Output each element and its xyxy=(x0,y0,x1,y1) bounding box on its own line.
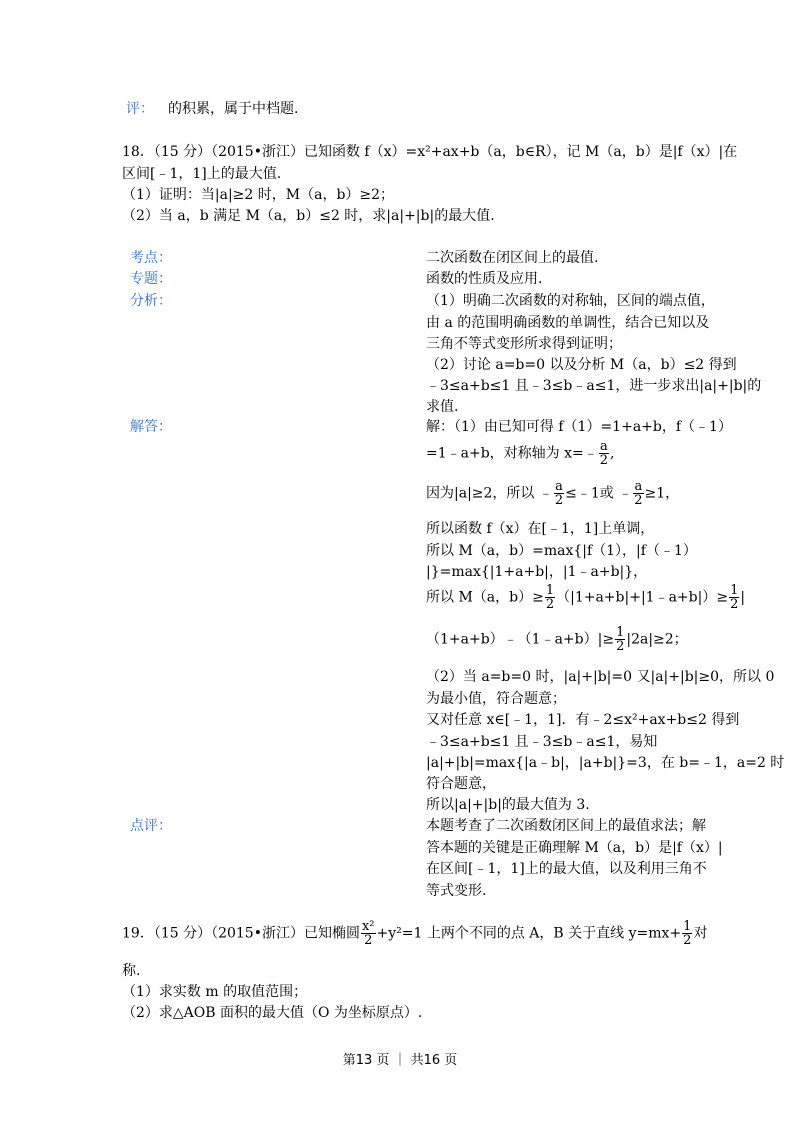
q18-line1: 18．（15 分）（2015•浙江）已知函数 f（x）=x²+ax+b（a，b∈R），记 M（a，b）是|f（x）|在 xyxy=(122,144,738,160)
fenxi-line: ﹣3≤a+b≤1 且﹣3≤b﹣a≤1，进一步求出|a|+|b|的 xyxy=(426,378,762,394)
solution-text: =1﹣a+b，对称轴为 x=﹣ xyxy=(426,445,598,462)
fraction xyxy=(361,920,376,947)
zhuanti-label: 专题： xyxy=(130,271,172,287)
solution-text: 所以 M（a，b）≥ xyxy=(426,589,544,606)
kaodian-text: 二次函数在闭区间上的最值. xyxy=(426,250,599,266)
fraction xyxy=(615,626,625,653)
review-text: 的积累，属于中档题. xyxy=(168,101,299,117)
solution-text: （1+a+b）﹣（1﹣a+b）|≥ xyxy=(426,631,615,648)
solution-line xyxy=(426,584,745,611)
denominator: 2 xyxy=(730,597,739,612)
q19-text: 对 xyxy=(693,925,708,942)
q18-part1: （1）证明：当|a|≥2 时，M（a，b）≥2； xyxy=(122,187,395,203)
fenxi-line: 求值. xyxy=(426,399,459,415)
review-label: 评： xyxy=(126,101,154,117)
denominator: 2 xyxy=(599,453,609,468)
fraction xyxy=(599,440,609,467)
fenxi-label: 分析： xyxy=(130,293,172,309)
numerator: 1 xyxy=(545,583,555,598)
numerator: a xyxy=(634,479,643,494)
comment-line: 答本题的关键是正确理解 M（a，b）是|f（x）| xyxy=(426,840,723,856)
solution-line: |a|+|b|=max{|a﹣b|，|a+b|}=3，在 b=﹣1，a=2 时 xyxy=(426,755,785,771)
fraction xyxy=(633,480,643,507)
denominator: 2 xyxy=(634,493,643,508)
numerator: x² xyxy=(361,919,375,934)
denominator: 2 xyxy=(554,493,564,508)
fenxi-line: （1）明确二次函数的对称轴，区间的端点值， xyxy=(426,293,715,309)
fraction xyxy=(545,584,555,611)
denominator: 2 xyxy=(545,597,555,612)
q19-line2: 称. xyxy=(122,963,141,979)
q18-line2: 区间[﹣1，1]上的最大值. xyxy=(122,166,282,182)
comment-line: 等式变形. xyxy=(426,883,487,899)
solution-line: 所以 M（a，b）=max{|f（1），|f（﹣1） xyxy=(426,543,697,559)
solution-line: 为最小值，符合题意； xyxy=(426,691,566,707)
dianping-label: 点评： xyxy=(130,818,172,834)
solution-text: , xyxy=(610,445,615,462)
numerator: 1 xyxy=(730,583,739,598)
solution-text: ≥1， xyxy=(644,485,680,502)
solution-line: 所以函数 f（x）在[﹣1，1]上单调， xyxy=(426,521,655,537)
solution-text: （|1+a+b|+|1﹣a+b|）≥ xyxy=(556,589,729,606)
page-footer: 第13 页 ｜ 共16 页 xyxy=(342,1053,458,1068)
zhuanti-text: 函数的性质及应用. xyxy=(426,271,543,287)
solution-text: 因为|a|≥2，所以 ﹣ xyxy=(426,485,553,502)
solution-line xyxy=(426,626,688,653)
jieda-label: 解答： xyxy=(130,419,172,435)
q19-text: +y²=1 上两个不同的点 A，B 关于直线 y=mx+ xyxy=(376,925,682,942)
solution-line: 又对任意 x∈[﹣1，1]．有﹣2≤x²+ax+b≤2 得到 xyxy=(426,712,740,728)
fenxi-line: （2）讨论 a=b=0 以及分析 M（a，b）≤2 得到 xyxy=(426,357,737,373)
comment-line: 在区间[﹣1，1]上的最大值，以及利用三角不 xyxy=(426,861,707,877)
q19-part1: （1）求实数 m 的取值范围； xyxy=(122,984,308,1000)
comment-line: 本题考查了二次函数闭区间上的最值求法；解 xyxy=(426,818,706,834)
fenxi-line: 三角不等式变形所求得到证明； xyxy=(426,336,622,352)
solution-line: |}=max{|1+a+b|，|1﹣a+b|}， xyxy=(426,564,648,580)
q19-text: 19．（15 分）（2015•浙江）已知椭圆 xyxy=(122,925,360,942)
numerator: 1 xyxy=(683,919,692,934)
q19-line1 xyxy=(122,920,707,947)
fraction xyxy=(729,584,739,611)
q18-part2: （2）当 a，b 满足 M（a，b）≤2 时，求|a|+|b|的最大值. xyxy=(122,208,495,224)
numerator: a xyxy=(555,479,563,494)
solution-line: 解：（1）由已知可得 f（1）=1+a+b，f（﹣1） xyxy=(426,419,732,435)
solution-line xyxy=(426,440,615,467)
solution-text: |2a|≥2； xyxy=(626,631,688,648)
fenxi-line: 由 a 的范围明确函数的单调性，结合已知以及 xyxy=(426,315,710,331)
fraction xyxy=(554,480,564,507)
denominator: 2 xyxy=(683,933,692,948)
denominator: 2 xyxy=(616,639,625,654)
solution-line: （2）当 a=b=0 时，|a|+|b|=0 又|a|+|b|≥0，所以 0 xyxy=(426,669,775,685)
numerator: a xyxy=(600,439,608,454)
fraction xyxy=(682,920,692,947)
solution-line: 所以|a|+|b|的最大值为 3. xyxy=(426,797,590,813)
solution-line: ﹣3≤a+b≤1 且﹣3≤b﹣a≤1，易知 xyxy=(426,734,658,750)
solution-text: | xyxy=(740,589,746,606)
solution-line xyxy=(426,480,679,507)
denominator: 2 xyxy=(361,933,376,947)
solution-line: 符合题意， xyxy=(426,776,496,792)
q19-part2: （2）求△AOB 面积的最大值（O 为坐标原点）. xyxy=(122,1005,423,1021)
numerator: 1 xyxy=(616,625,625,640)
kaodian-label: 考点： xyxy=(130,250,172,266)
solution-text: ≤﹣1或 ﹣ xyxy=(565,485,633,502)
